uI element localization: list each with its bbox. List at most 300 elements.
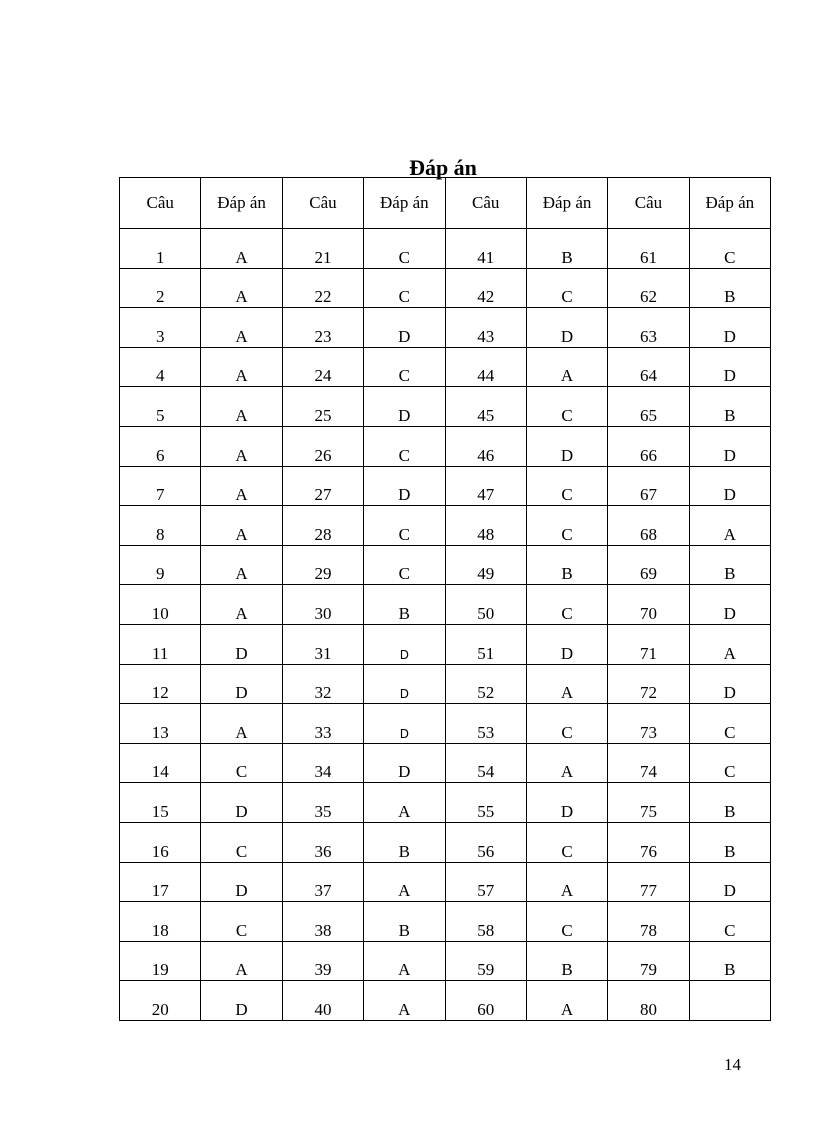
answer-value: C — [561, 603, 573, 623]
question-number: 3 — [155, 326, 165, 346]
answer-cell — [689, 426, 770, 466]
answer-cell — [526, 347, 607, 387]
question-number-cell — [120, 387, 201, 427]
answer-cell — [526, 664, 607, 704]
answer-value: D — [235, 683, 248, 703]
answer-value: A — [398, 960, 411, 980]
table-row — [120, 743, 771, 783]
question-number: 74 — [639, 762, 657, 782]
table-row — [120, 545, 771, 585]
answer-cell — [526, 229, 607, 269]
question-number-cell — [608, 545, 689, 585]
answer-cell — [526, 545, 607, 585]
answer-value: A — [235, 366, 248, 386]
answer-cell — [201, 426, 282, 466]
question-number-cell — [120, 229, 201, 269]
question-number-cell — [282, 229, 363, 269]
answer-cell — [201, 743, 282, 783]
question-number-cell — [445, 981, 526, 1021]
answer-value: A — [235, 722, 248, 742]
question-number: 19 — [151, 960, 169, 980]
question-number: 61 — [639, 247, 657, 267]
question-number-cell — [282, 704, 363, 744]
table-row — [120, 664, 771, 704]
question-number-cell — [445, 941, 526, 981]
question-number: 73 — [639, 722, 657, 742]
answer-value: D — [235, 881, 248, 901]
answer-cell — [201, 822, 282, 862]
answer-value: B — [398, 603, 410, 623]
answer-value: A — [235, 445, 248, 465]
question-number-cell — [445, 347, 526, 387]
question-number-cell — [445, 862, 526, 902]
answer-cell — [526, 268, 607, 308]
question-number-cell — [282, 743, 363, 783]
question-number-cell — [282, 585, 363, 625]
answer-value: A — [235, 960, 248, 980]
question-number-cell — [282, 981, 363, 1021]
answer-value: C — [398, 366, 410, 386]
answer-value: A — [235, 564, 248, 584]
answer-cell — [364, 585, 445, 625]
answer-value: D — [398, 326, 411, 346]
question-number: 67 — [639, 485, 657, 505]
question-number: 64 — [639, 366, 657, 386]
question-number-cell — [282, 664, 363, 704]
question-number: 4 — [155, 366, 165, 386]
answer-cell — [526, 466, 607, 506]
question-number: 39 — [314, 960, 332, 980]
answer-cell — [526, 704, 607, 744]
answer-cell — [689, 347, 770, 387]
table-row — [120, 426, 771, 466]
question-number: 43 — [477, 326, 495, 346]
answer-value: B — [398, 841, 410, 861]
answer-value: C — [561, 524, 573, 544]
page-number: 14 — [724, 1055, 741, 1074]
answer-cell — [364, 664, 445, 704]
question-number-cell — [120, 743, 201, 783]
answer-cell — [689, 545, 770, 585]
question-number-cell — [120, 783, 201, 823]
question-number: 29 — [314, 564, 332, 584]
answer-cell — [526, 585, 607, 625]
question-number: 49 — [477, 564, 495, 584]
question-number: 18 — [151, 920, 169, 940]
question-number-cell — [608, 506, 689, 546]
question-number-cell — [120, 664, 201, 704]
question-number: 58 — [477, 920, 495, 940]
question-number: 71 — [639, 643, 657, 663]
question-number-cell — [445, 426, 526, 466]
answer-cell — [364, 822, 445, 862]
question-number-cell — [608, 783, 689, 823]
question-number: 2 — [155, 287, 165, 307]
answer-cell — [201, 308, 282, 348]
question-number-cell — [608, 862, 689, 902]
question-number-cell — [120, 466, 201, 506]
question-number: 80 — [639, 999, 657, 1019]
answer-cell — [689, 624, 770, 664]
answer-value: B — [724, 564, 736, 584]
answer-value: C — [561, 287, 573, 307]
answer-cell — [689, 229, 770, 269]
question-number-cell — [608, 743, 689, 783]
question-number-cell — [445, 783, 526, 823]
question-number: 38 — [314, 920, 332, 940]
answer-value: C — [235, 920, 248, 940]
question-number: 13 — [151, 722, 169, 742]
question-number-cell — [608, 664, 689, 704]
question-number-cell — [120, 506, 201, 546]
question-number-cell — [282, 902, 363, 942]
question-number: 7 — [155, 485, 165, 505]
question-number-cell — [282, 268, 363, 308]
question-number-cell — [282, 308, 363, 348]
table-row — [120, 783, 771, 823]
question-number-cell — [120, 902, 201, 942]
answer-value: B — [724, 960, 736, 980]
answer-value: D — [723, 603, 736, 623]
answer-cell — [364, 902, 445, 942]
answer-cell — [526, 902, 607, 942]
answer-cell — [364, 347, 445, 387]
answer-value: C — [561, 405, 573, 425]
answer-cell — [364, 506, 445, 546]
page-title: Đáp án — [409, 155, 477, 180]
question-number-cell — [120, 426, 201, 466]
question-number: 5 — [155, 405, 165, 425]
answer-value: D — [560, 643, 574, 663]
answer-value: D — [723, 366, 736, 386]
question-number: 70 — [639, 603, 657, 623]
question-number-cell — [445, 704, 526, 744]
answer-value: A — [560, 762, 574, 782]
question-number: 54 — [477, 762, 495, 782]
question-number: 66 — [639, 445, 657, 465]
question-number-cell — [282, 387, 363, 427]
question-number: 42 — [477, 287, 495, 307]
answer-cell — [526, 743, 607, 783]
question-number: 26 — [314, 445, 332, 465]
answer-value: D — [560, 445, 574, 465]
answer-value: C — [561, 485, 573, 505]
answer-value: A — [235, 524, 248, 544]
table-row — [120, 466, 771, 506]
question-number-cell — [445, 268, 526, 308]
question-number-cell — [120, 704, 201, 744]
answer-value: A — [235, 247, 248, 267]
question-number: 32 — [314, 683, 332, 703]
table-row — [120, 822, 771, 862]
answer-cell — [364, 229, 445, 269]
header-cell: Câu — [282, 178, 363, 229]
question-number: 6 — [155, 445, 165, 465]
question-number-cell — [282, 545, 363, 585]
answer-cell — [689, 268, 770, 308]
question-number-cell — [445, 902, 526, 942]
header-cell: Câu — [445, 178, 526, 229]
question-number: 47 — [477, 485, 495, 505]
question-number-cell — [120, 822, 201, 862]
question-number-cell — [608, 347, 689, 387]
answer-value: D — [235, 643, 248, 663]
answer-value: A — [560, 683, 574, 703]
question-number-cell — [608, 822, 689, 862]
answer-value: B — [561, 247, 573, 267]
answer-value: B — [398, 920, 410, 940]
answer-table — [119, 177, 771, 1021]
question-number: 56 — [477, 841, 495, 861]
question-number: 12 — [151, 683, 169, 703]
answer-value: A — [235, 603, 248, 623]
answer-cell — [201, 664, 282, 704]
table-row — [120, 862, 771, 902]
question-number: 20 — [151, 999, 169, 1019]
answer-cell — [526, 981, 607, 1021]
answer-cell — [689, 862, 770, 902]
answer-value: A — [560, 366, 574, 386]
answer-table-body — [120, 229, 771, 1021]
answer-value: C — [724, 722, 736, 742]
question-number-cell — [445, 743, 526, 783]
question-number-cell — [445, 624, 526, 664]
answer-cell — [689, 783, 770, 823]
question-number: 41 — [477, 247, 495, 267]
question-number-cell — [608, 268, 689, 308]
question-number: 1 — [155, 247, 165, 267]
answer-value: C — [398, 524, 410, 544]
question-number: 34 — [314, 762, 332, 782]
question-number-cell — [445, 308, 526, 348]
answer-cell — [201, 585, 282, 625]
answer-value: A — [235, 326, 248, 346]
question-number: 31 — [314, 643, 332, 663]
question-number-cell — [120, 624, 201, 664]
question-number: 44 — [477, 366, 495, 386]
answer-cell — [364, 624, 445, 664]
question-number-cell — [608, 308, 689, 348]
answer-cell — [689, 743, 770, 783]
question-number-cell — [120, 545, 201, 585]
answer-cell — [364, 387, 445, 427]
answer-cell — [201, 862, 282, 902]
answer-cell — [201, 347, 282, 387]
question-number: 48 — [477, 524, 495, 544]
answer-value: A — [723, 524, 736, 544]
answer-value: C — [398, 445, 410, 465]
answer-value: D — [723, 326, 736, 346]
answer-value: D — [398, 762, 411, 782]
answer-value: C — [235, 762, 248, 782]
answer-value: A — [398, 999, 411, 1019]
answer-value: D — [723, 683, 736, 703]
answer-value: A — [235, 485, 248, 505]
question-number: 57 — [477, 881, 495, 901]
answer-cell — [201, 704, 282, 744]
answer-value: D — [399, 726, 409, 741]
header-cell: Đáp án — [526, 178, 607, 229]
answer-cell — [364, 941, 445, 981]
answer-value: D — [723, 881, 736, 901]
question-number: 25 — [314, 405, 332, 425]
question-number: 27 — [314, 485, 332, 505]
answer-cell — [526, 941, 607, 981]
answer-cell — [689, 822, 770, 862]
question-number-cell — [282, 941, 363, 981]
question-number-cell — [608, 585, 689, 625]
answer-value: B — [724, 841, 736, 861]
answer-value: A — [398, 881, 411, 901]
question-number: 72 — [639, 683, 657, 703]
table-row — [120, 585, 771, 625]
question-number-cell — [282, 506, 363, 546]
answer-cell — [201, 387, 282, 427]
question-number: 65 — [639, 405, 657, 425]
answer-cell — [364, 783, 445, 823]
answer-value: A — [235, 287, 248, 307]
table-row — [120, 268, 771, 308]
question-number: 69 — [639, 564, 657, 584]
question-number: 45 — [477, 405, 495, 425]
question-number: 51 — [477, 643, 495, 663]
answer-cell — [201, 941, 282, 981]
answer-cell — [526, 426, 607, 466]
answer-value: C — [398, 564, 410, 584]
question-number: 37 — [314, 881, 332, 901]
answer-cell — [526, 308, 607, 348]
answer-value: D — [235, 801, 248, 821]
question-number: 33 — [314, 722, 332, 742]
answer-value: B — [561, 960, 573, 980]
answer-value: C — [561, 920, 573, 940]
answer-value: B — [724, 405, 736, 425]
question-number: 62 — [639, 287, 657, 307]
question-number: 46 — [477, 445, 495, 465]
answer-value: A — [723, 643, 736, 663]
answer-cell — [526, 862, 607, 902]
question-number: 35 — [314, 801, 332, 821]
question-number-cell — [282, 466, 363, 506]
question-number: 24 — [314, 366, 332, 386]
table-row — [120, 941, 771, 981]
question-number: 79 — [639, 960, 657, 980]
question-number: 78 — [639, 920, 657, 940]
answer-cell — [201, 783, 282, 823]
answer-cell — [526, 783, 607, 823]
question-number: 30 — [314, 603, 332, 623]
answer-cell — [364, 268, 445, 308]
question-number-cell — [608, 624, 689, 664]
question-number-cell — [120, 268, 201, 308]
answer-value: C — [724, 247, 736, 267]
question-number: 40 — [314, 999, 332, 1019]
answer-value: D — [235, 999, 248, 1019]
table-row — [120, 308, 771, 348]
answer-cell — [526, 822, 607, 862]
answer-value: C — [561, 722, 573, 742]
answer-value: B — [561, 564, 573, 584]
table-row — [120, 981, 771, 1021]
question-number-cell — [120, 941, 201, 981]
question-number-cell — [120, 862, 201, 902]
question-number-cell — [445, 822, 526, 862]
answer-cell — [689, 387, 770, 427]
answer-value: C — [561, 841, 573, 861]
question-number-cell — [445, 387, 526, 427]
header-row — [120, 178, 771, 229]
question-number-cell — [608, 466, 689, 506]
answer-cell — [364, 308, 445, 348]
question-number-cell — [120, 585, 201, 625]
question-number-cell — [608, 426, 689, 466]
table-row — [120, 624, 771, 664]
question-number: 63 — [639, 326, 657, 346]
question-number-cell — [282, 822, 363, 862]
question-number-cell — [445, 466, 526, 506]
answer-value: C — [398, 287, 410, 307]
answer-value: D — [399, 687, 409, 702]
answer-value: C — [724, 762, 736, 782]
answer-cell — [201, 624, 282, 664]
answer-cell — [526, 624, 607, 664]
header-cell: Đáp án — [689, 178, 770, 229]
question-number: 23 — [314, 326, 332, 346]
question-number: 55 — [477, 801, 495, 821]
question-number-cell — [282, 862, 363, 902]
header-cell: Câu — [120, 178, 201, 229]
answer-value: C — [235, 841, 248, 861]
question-number: 28 — [314, 524, 332, 544]
question-number: 11 — [152, 643, 169, 663]
question-number: 8 — [155, 524, 165, 544]
question-number-cell — [608, 387, 689, 427]
answer-cell — [689, 585, 770, 625]
answer-value: A — [235, 405, 248, 425]
answer-cell — [364, 743, 445, 783]
answer-cell — [526, 387, 607, 427]
answer-value: D — [398, 405, 411, 425]
question-number: 15 — [151, 801, 169, 821]
answer-cell — [689, 981, 770, 1021]
table-row — [120, 229, 771, 269]
table-row — [120, 902, 771, 942]
answer-cell — [364, 862, 445, 902]
header-cell: Đáp án — [201, 178, 282, 229]
answer-cell — [364, 704, 445, 744]
question-number: 22 — [314, 287, 332, 307]
answer-cell — [201, 545, 282, 585]
question-number-cell — [608, 941, 689, 981]
question-number-cell — [445, 506, 526, 546]
question-number: 10 — [151, 603, 169, 623]
answer-value: A — [560, 999, 574, 1019]
answer-value: A — [560, 881, 574, 901]
answer-cell — [201, 902, 282, 942]
answer-cell — [526, 506, 607, 546]
question-number-cell — [282, 624, 363, 664]
answer-value: D — [398, 485, 411, 505]
question-number-cell — [445, 545, 526, 585]
answer-cell — [201, 981, 282, 1021]
question-number: 59 — [477, 960, 495, 980]
answer-cell — [201, 506, 282, 546]
question-number: 14 — [151, 762, 169, 782]
question-number-cell — [282, 426, 363, 466]
question-number: 16 — [151, 841, 169, 861]
question-number: 21 — [314, 247, 332, 267]
table-row — [120, 506, 771, 546]
